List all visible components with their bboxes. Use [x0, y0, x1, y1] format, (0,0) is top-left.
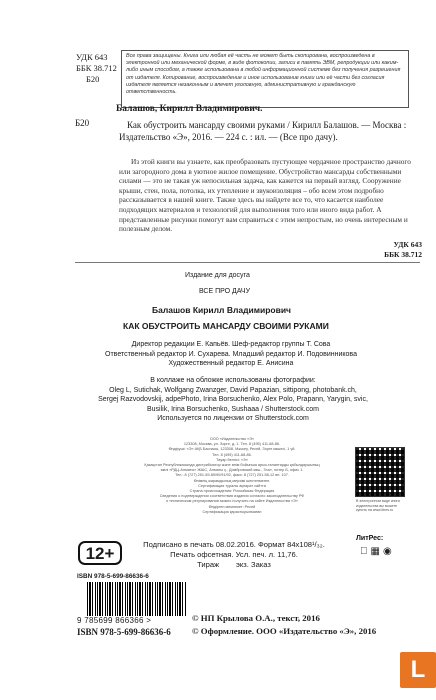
apple-icon	[360, 546, 371, 557]
photo-credit-line: Busilik, Irina Borsuchenko, Sushaaa / Shutterstock.com	[147, 405, 319, 413]
copyright-line: © НП Крылова О.А., текст, 2016	[192, 613, 320, 623]
bbk-code: ББК 38.712	[76, 63, 117, 73]
staff-line: Ответственный редактор И. Сухарева. Младший редактор И. Подовинникова	[105, 350, 357, 358]
barcode	[77, 582, 190, 624]
print-line: Подписано в печать 08.02.2016. Формат 84x108¹/₃₂.	[143, 540, 325, 549]
book-abstract: Из этой книги вы узнаете, как преобразовать пустующее чердачное пространство дачного или загородного дома в уютное жилое помещение. Обустройство мансарды собственными силами — это не такая уж непосильная задача, как кажется на первый взгляд. Сооружение крыши, стен, пола, потолка, их утепление и звукоизоляция – обо всем этом подробно рассказывается в нашей книге. Также здесь вы найдете все то, что касается наиболее подходящих материалов и технологий для выполнения того или иного вида работ. А представленные рисунки помогут вам справиться с этим непростым, но очень интересным и полезным делом.	[119, 157, 411, 234]
udk-code: УДК 643	[76, 52, 108, 62]
isbn-above-barcode: ISBN 978-5-699-86636-6	[77, 573, 149, 580]
publisher-line: Тел.: 8 (727) 251-59-89/90/91/92, факс: 8 (727) 251-58-12 вн. 107.	[175, 473, 289, 478]
classification-codes	[76, 52, 120, 85]
publisher-line: Өндіруші: «Э» АҚБ Баспасы, 123308, Мәскеу, Ресей, Зорге көшесі, 1 үй.	[168, 447, 296, 452]
catalog-index: Б20	[75, 118, 90, 128]
publisher-line: Страна происхождения: Российская Федерация	[189, 489, 275, 494]
author-index: Б20	[86, 74, 100, 84]
publisher-details	[112, 437, 352, 515]
publisher-line: Қазақстан Республикасында дистрибьютор және өнім бойынша арыз-талаптарды қабылдаушының	[144, 463, 320, 468]
print-line: Тираж экз. Заказ	[197, 560, 271, 569]
divider	[75, 262, 420, 263]
imprint-title: КАК ОБУСТРОИТЬ МАНСАРДУ СВОИМИ РУКАМИ	[123, 321, 329, 331]
imprint-author: Балашов Кирилл Владимирович	[152, 305, 291, 315]
photo-credit-line: Sergej Razvodovskij, adpePhoto, Irina Borsuchenko, Alex Polo, Prapann, Yarygin, svic,	[98, 396, 368, 404]
publisher-line: Сертификация туралы ақпарат сайтта	[198, 483, 266, 488]
photo-credit-line: Используется по лицензии от Shutterstock.com	[157, 415, 309, 423]
publisher-line: Өндірген мемлекет: Ресей	[208, 504, 256, 509]
bibliographic-record: Как обустроить мансарду своими руками / Кирилл Балашов. — Москва : Издательство «Э», 2016. — 224 с. : ил. — (Все про дачу).	[119, 120, 407, 142]
age-rating-badge: 12+	[78, 541, 122, 565]
publisher-line: о техническом регулировании можно получить на сайте Издательства «Э»	[166, 499, 298, 504]
litres-badge: L	[400, 652, 436, 688]
qr-code	[355, 447, 405, 497]
android-icon: ◉	[372, 546, 385, 557]
photo-credit-line: В коллаже на обложке использованы фотографии:	[150, 377, 316, 384]
publisher-line: Сертификация қарастырылмаған	[202, 509, 262, 514]
photo-credit-line: Oleg L, Sutichak, Wolfgang Zwanzger, David Papazian, sittipong, photobank.ch,	[109, 386, 357, 394]
edition-type: Издание для досуга	[185, 272, 250, 279]
catalog-bbk: ББК 38.712	[384, 250, 422, 259]
copyright-notice	[192, 612, 422, 637]
editorial-staff	[97, 340, 365, 369]
qr-caption: В электронном виде книги издательства вы можете купить на www.litres.ru	[356, 499, 400, 513]
litres-logo: ЛитРес:	[356, 535, 384, 542]
store-icons	[360, 546, 395, 557]
photo-credits	[93, 376, 373, 424]
catalog-udk: УДК 643	[393, 240, 422, 249]
publisher-line: Өнімнің жарамдылық мерзімі шектелмеген.	[193, 478, 271, 483]
barcode-number: 9 785699 866366 >	[77, 616, 152, 625]
publisher-line: Тел. 8 (495) 411-68-86.	[212, 452, 252, 457]
isbn: ISBN 978-5-699-86636-6	[77, 627, 171, 637]
windows-icon: ▦	[360, 546, 373, 557]
print-line: Печать офсетная. Усл. печ. л. 11,76.	[170, 550, 298, 559]
staff-line: Директор редакции Е. Капьёв. Шеф-редактор группы Т. Сова	[131, 341, 331, 348]
publisher-line: Сведения о подтверждении соответствия издания согласно законодательству РФ	[159, 494, 305, 499]
copyright-line: © Оформление. ООО «Издательство «Э», 2016	[192, 625, 377, 636]
publisher-line: өкілі «РДЦ-Алматы» ЖШС, Алматы қ., Домбровский көш., 3«а», литер Б, офис 1.	[160, 468, 304, 473]
series-name: ВСЕ ПРО ДАЧУ	[199, 288, 251, 295]
catalog-author: Балашов, Кирилл Владимирович.	[116, 104, 263, 114]
barcode-bars	[87, 582, 187, 616]
publisher-line: Тауар белгісі: «Э»	[216, 457, 248, 462]
print-details	[119, 540, 349, 570]
catalog-codes	[362, 240, 422, 260]
publisher-line: ООО «Издательство «Э»	[209, 437, 255, 441]
publisher-line: 123308, Москва, ул. Зорге, д. 1. Тел. 8 (495) 411-68-86.	[183, 442, 281, 447]
rights-notice: Все права защищены. Книга или любая её часть не может быть скопирована, воспроизведена в электронной или механической форме, в виде фотокопии, записи в память ЭВМ, репродукции или каким-либо иным способом, а также использована в любой информационной системе без получения разрешения от издателя. Копирование, воспроизведение и иное использование книги или её части без согласия издателя является незаконным и влечет уголовную, административную и гражданскую ответственность.	[121, 50, 409, 108]
staff-line: Художественный редактор Е. Анисина	[168, 360, 294, 368]
